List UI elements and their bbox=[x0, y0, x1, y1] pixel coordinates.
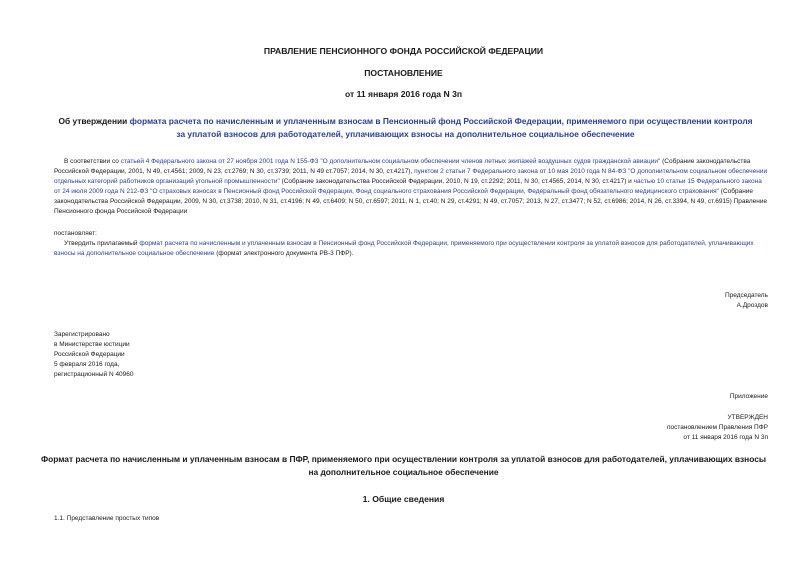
section-1-heading: 1. Общие сведения bbox=[362, 494, 445, 504]
document-title-prefix: Об утверждении bbox=[58, 116, 130, 126]
registration-line-3: Российской Федерации bbox=[54, 351, 125, 358]
preamble-text-2: (Собрание законодательства Российской Федерации, 2001, N 49, ст.4561; 2009, N 23, ст.2769; N 30, ст.3739; 2011, N 49 ст.7057; 2014, N 30, ст.4217), bbox=[54, 158, 751, 175]
registration-line-2: в Министерстве юстиции bbox=[54, 341, 130, 348]
format-title: Формат расчета по начисленным и уплаченным взносам в ПФР, применяемого при осуществлении контроля за уплатой взносов для работодателей, уплачивающих взносы на дополнительное социальное обеспечение bbox=[40, 454, 767, 477]
preamble-text-1: В соответствии со bbox=[64, 158, 121, 165]
signature-name: А.Дроздов bbox=[736, 302, 768, 309]
resolves-text-2: (формат электронного документа РВ-3 ПФР). bbox=[214, 250, 354, 257]
resolves-text-1: Утвердить прилагаемый bbox=[64, 240, 140, 247]
doc-date-number: от 11 января 2016 года N 3п bbox=[344, 89, 463, 99]
registration-line-4: 5 февраля 2016 года, bbox=[54, 361, 120, 368]
resolves-paragraph bbox=[54, 239, 768, 259]
registration-line-5: регистрационный N 40960 bbox=[54, 371, 134, 378]
preamble-paragraph bbox=[54, 157, 768, 217]
document-title bbox=[58, 115, 753, 140]
law-155-link[interactable]: статьей 4 Федерального закона от 27 ноября 2001 года N 155-ФЗ "О дополнительном социальном обеспечении членов летных экипажей воздушных судов гражданской авиации" bbox=[120, 158, 661, 165]
subsection-1-1: 1.1. Представление простых типов bbox=[54, 515, 160, 522]
approval-date: от 11 января 2016 года N 3п bbox=[683, 434, 768, 441]
resolves-label: постановляет: bbox=[54, 230, 97, 237]
signature-role: Председатель bbox=[724, 292, 768, 299]
approval-by: постановлением Правления ПФР bbox=[666, 424, 768, 431]
org-heading: ПРАВЛЕНИЕ ПЕНСИОННОГО ФОНДА РОССИЙСКОЙ ФЕДЕРАЦИИ bbox=[263, 46, 544, 56]
registration-block bbox=[54, 330, 304, 380]
doc-type-heading: ПОСТАНОВЛЕНИЕ bbox=[364, 68, 443, 78]
appendix-label: Приложение bbox=[729, 393, 768, 400]
approval-approved: УТВЕРЖДЕН bbox=[727, 414, 768, 421]
document-title-link[interactable]: формата расчета по начисленным и уплаченным взносам в Пенсионный фонд Российской Федерации, применяемого при осуществлении контроля за уплатой взносов для работодателей, уплачивающих взносы на дополнительное социальное обеспечение bbox=[129, 116, 753, 139]
law-84-link[interactable]: пунктом 2 статьи 7 Федерального закона от 10 мая 2010 года N 84-ФЗ "О дополнительном социальном обеспечении отдельных категорий работников организаций угольной промышленности" bbox=[54, 168, 768, 185]
approval-block bbox=[560, 413, 768, 443]
preamble-text-3: (Собрание законодательства Российской Федерации, 2010, N 19, ст.2292; 2011, N 30, ст.4565, 2014, N 30, ст.4217) и bbox=[279, 178, 634, 185]
registration-line-1: Зарегистрировано bbox=[54, 331, 110, 338]
law-212-link[interactable]: частью 10 статьи 15 Федерального закона от 24 июля 2009 года N 212-ФЗ "О страховых взносах в Пенсионный фонд Российской Федерации, Фонд социального страхования Российской Федерации, Федеральный фонд обязательного медицинского страхования" bbox=[54, 178, 762, 195]
preamble-text-4: (Собрание законодательства Российской Федерации, 2009, N 30, ст.3738; 2010, N 31, ст.4196; N 49, ст.6409; N 50, ст.6597; 2011, N 1, ст.40; N 29, ст.4291; N 49, ст.7057; 2013, N 27, ст.3477; N 52, ст.6986; 2014, N 26, ст.3394, N 49, ст.6915) Правление Пенсионного фонда Российской Федерации bbox=[54, 188, 768, 215]
format-link[interactable]: формат расчета по начисленным и уплаченным взносам в Пенсионный фонд Российской Федерации, применяемого при осуществлении контроля за уплатой взносов для работодателей, уплачивающих взносы на дополнительное социальное обеспечение bbox=[54, 240, 754, 257]
